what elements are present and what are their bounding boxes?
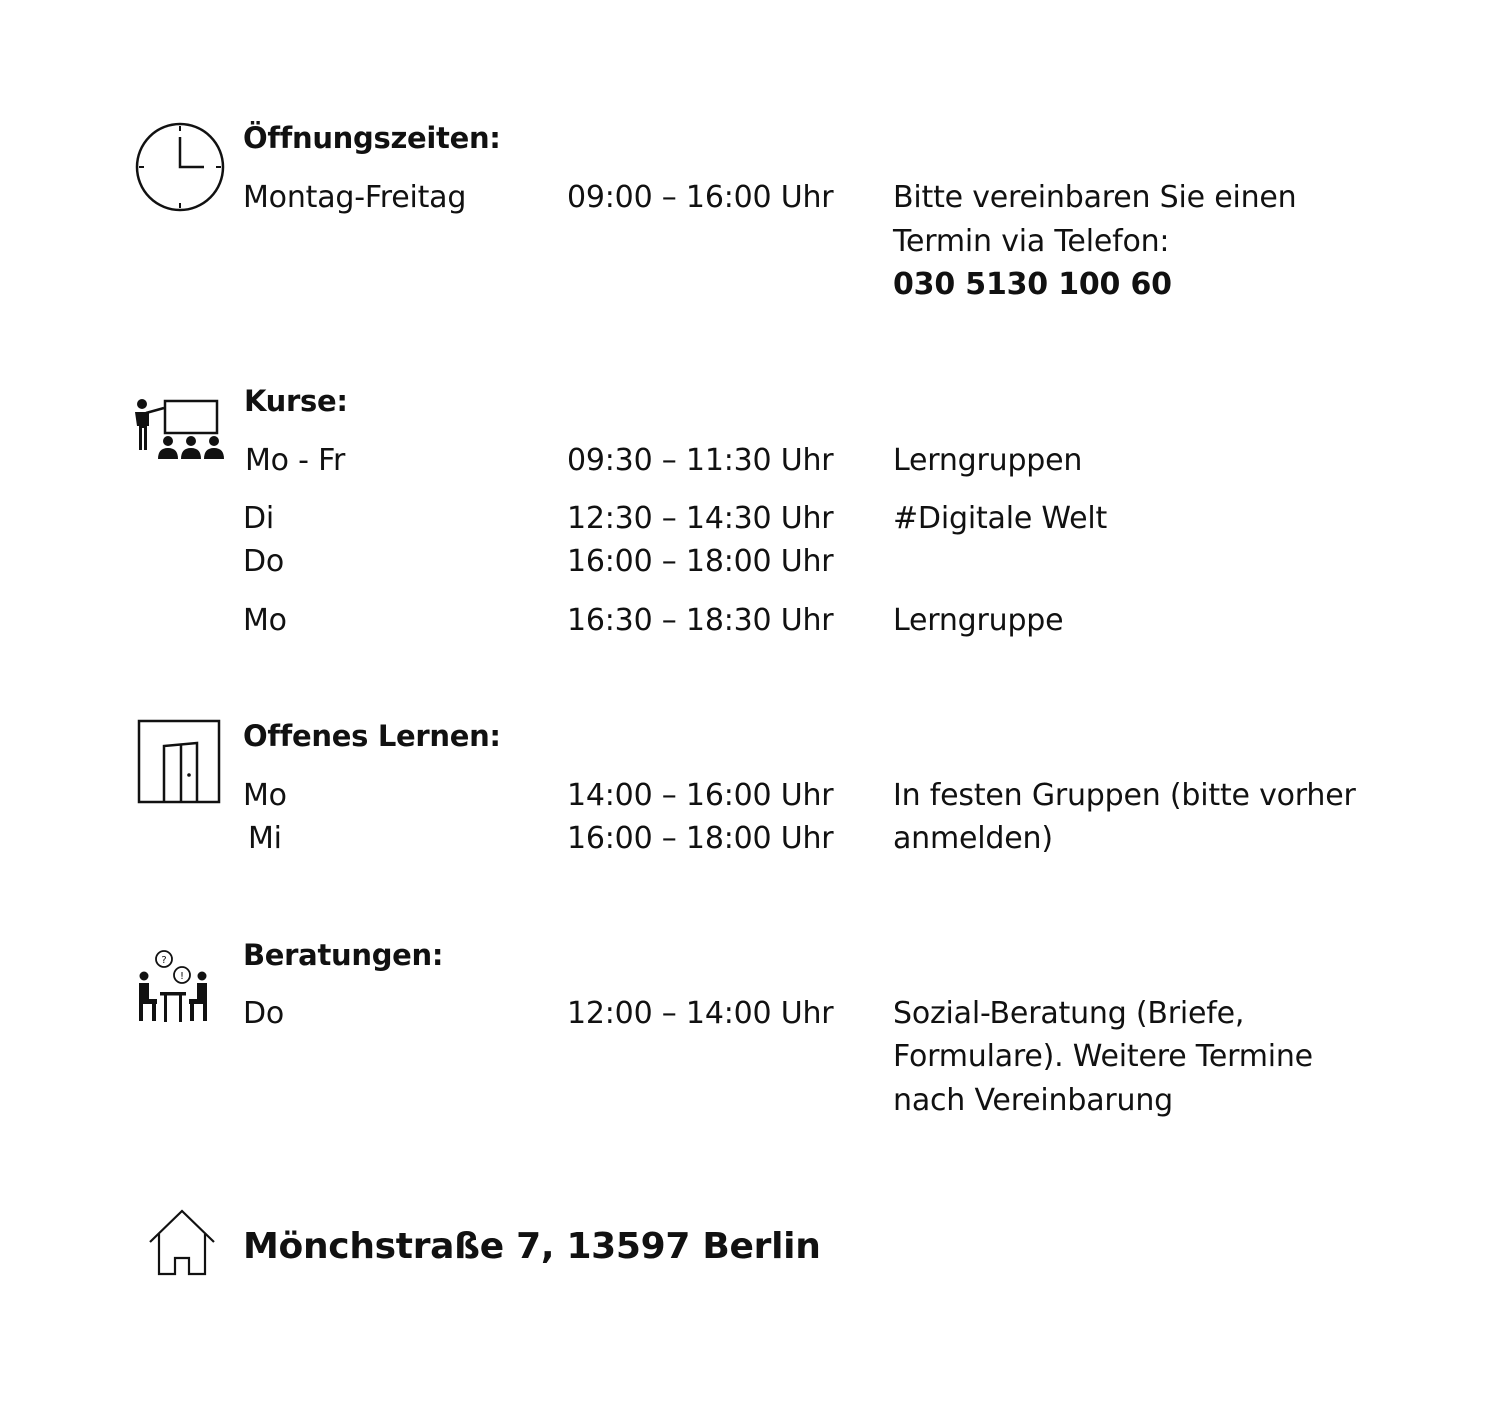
- day-label: Do: [243, 996, 285, 1031]
- door-icon: [137, 719, 222, 805]
- classroom-icon: [130, 396, 226, 462]
- time-range: 12:00 – 14:00 Uhr: [567, 996, 834, 1031]
- svg-text:?: ?: [161, 955, 167, 966]
- time-range: 16:00 – 18:00 Uhr: [567, 544, 834, 579]
- note-line: Bitte vereinbaren Sie einen: [893, 180, 1297, 215]
- section-heading-kurse: Kurse:: [244, 384, 348, 418]
- address-text: Mönchstraße 7, 13597 Berlin: [243, 1226, 821, 1267]
- time-range: 16:00 – 18:00 Uhr: [567, 821, 834, 856]
- section-heading-offenes-lernen: Offenes Lernen:: [243, 719, 501, 753]
- time-range: 16:30 – 18:30 Uhr: [567, 603, 834, 638]
- note-line: nach Vereinbarung: [893, 1083, 1174, 1118]
- day-label: Mo: [243, 603, 287, 638]
- note-line: Sozial-Beratung (Briefe,: [893, 996, 1245, 1031]
- section-heading-beratungen: Beratungen:: [243, 938, 444, 972]
- svg-text:!: !: [179, 971, 185, 982]
- day-label: Mo - Fr: [245, 443, 346, 478]
- note-line: In festen Gruppen (bitte vorher: [893, 778, 1356, 813]
- day-label: Di: [243, 501, 275, 536]
- time-range: 09:00 – 16:00 Uhr: [567, 180, 834, 215]
- note-line: #Digitale Welt: [893, 501, 1108, 536]
- day-label: Mi: [248, 821, 282, 856]
- day-label: Mo: [243, 778, 287, 813]
- note-line: Termin via Telefon:: [893, 224, 1170, 259]
- note-line: anmelden): [893, 821, 1053, 856]
- day-label: Montag-Freitag: [243, 180, 467, 215]
- consultation-icon: [136, 948, 212, 1026]
- note-line: Lerngruppe: [893, 603, 1064, 638]
- clock-icon: [134, 121, 226, 213]
- section-heading-oeffnungszeiten: Öffnungszeiten:: [243, 121, 501, 155]
- time-range: 09:30 – 11:30 Uhr: [567, 443, 834, 478]
- time-range: 14:00 – 16:00 Uhr: [567, 778, 834, 813]
- note-line: Lerngruppen: [893, 443, 1083, 478]
- house-icon: [147, 1208, 217, 1278]
- note-line: Formulare). Weitere Termine: [893, 1039, 1313, 1074]
- phone-number: 030 5130 100 60: [893, 267, 1172, 302]
- day-label: Do: [243, 544, 285, 579]
- time-range: 12:30 – 14:30 Uhr: [567, 501, 834, 536]
